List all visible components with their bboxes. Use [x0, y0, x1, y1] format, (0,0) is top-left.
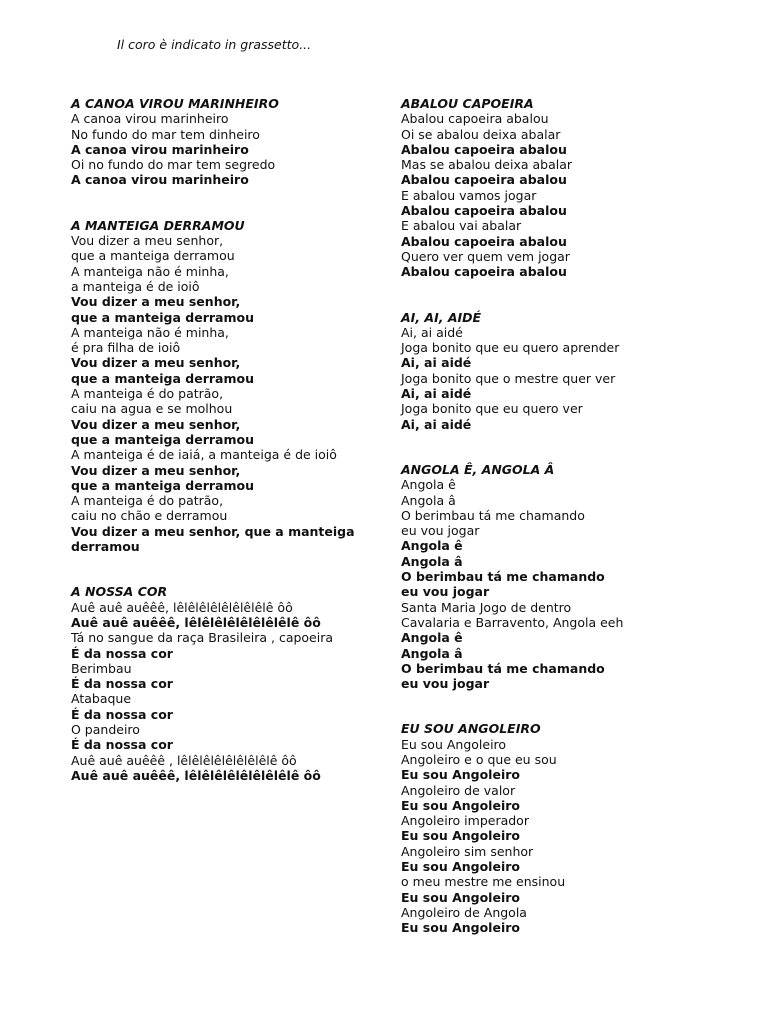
- chorus-line: Eu sou Angoleiro: [401, 920, 520, 936]
- chorus-line: que a manteiga derramou: [71, 309, 254, 325]
- verse-line: caiu no chão e derramou: [71, 508, 228, 524]
- chorus-line: A canoa virou marinheiro: [71, 141, 249, 157]
- chorus-line: Vou dizer a meu senhor, que a manteiga derramou: [71, 523, 355, 555]
- verse-line: Angola â: [401, 492, 456, 508]
- verse-line: E abalou vamos jogar: [401, 187, 537, 203]
- chorus-line: eu vou jogar: [401, 676, 490, 692]
- verse-line: Abalou capoeira abalou: [401, 111, 549, 127]
- chorus-line: Angola â: [401, 553, 463, 569]
- chorus-line: O berimbau tá me chamando: [401, 569, 605, 585]
- verse-line: Joga bonito que o mestre quer ver: [401, 370, 616, 386]
- song-title: A CANOA VIROU MARINHEIRO: [71, 96, 279, 111]
- chorus-line: Ai, ai aidé: [401, 416, 472, 432]
- verse-line: Angoleiro de valor: [401, 782, 516, 798]
- song-title: ABALOU CAPOEIRA: [401, 96, 534, 111]
- chorus-line: que a manteiga derramou: [71, 370, 254, 386]
- chorus-line: Eu sou Angoleiro: [401, 828, 520, 844]
- chorus-line: Abalou capoeira abalou: [401, 141, 567, 157]
- chorus-line: Eu sou Angoleiro: [401, 767, 520, 783]
- chorus-line: Eu sou Angoleiro: [401, 889, 520, 905]
- verse-line: Angola ê: [401, 477, 456, 493]
- verse-line: Angoleiro sim senhor: [401, 843, 534, 859]
- verse-line: Mas se abalou deixa abalar: [401, 157, 573, 173]
- chorus-line: Abalou capoeira abalou: [401, 203, 567, 219]
- verse-line: A manteiga é do patrão,: [71, 493, 224, 509]
- verse-line: Atabaque: [71, 691, 132, 707]
- chorus-line: Abalou capoeira abalou: [401, 233, 567, 249]
- chorus-line: É da nossa cor: [71, 676, 173, 692]
- song-ai-ai-aide: [401, 310, 701, 432]
- chorus-line: Ai, ai aidé: [401, 355, 472, 371]
- verse-line: Angoleiro de Angola: [401, 904, 527, 920]
- verse-line: Cavalaria e Barravento, Angola eeh: [401, 614, 624, 630]
- chorus-line: Vou dizer a meu senhor,: [71, 416, 241, 432]
- verse-line: A manteiga não é minha,: [71, 324, 229, 340]
- chorus-line: Vou dizer a meu senhor,: [71, 294, 241, 310]
- chorus-line: que a manteiga derramou: [71, 477, 254, 493]
- chorus-line: eu vou jogar: [401, 584, 490, 600]
- song-title: ANGOLA Ê, ANGOLA Â: [401, 461, 555, 477]
- chorus-line: Vou dizer a meu senhor,: [71, 355, 241, 371]
- chorus-line: É da nossa cor: [71, 645, 173, 661]
- song-abalou-capoeira: [401, 96, 701, 280]
- verse-line: A canoa virou marinheiro: [71, 111, 229, 127]
- verse-line: A manteiga não é minha,: [71, 263, 229, 279]
- verse-line: Auê auê auêêê , lêlêlêlêlêlêlêlêlê ôô: [71, 752, 297, 768]
- song-a-nossa-cor: [71, 584, 371, 783]
- verse-line: Eu sou Angoleiro: [401, 736, 507, 752]
- chorus-line: Ai, ai aidé: [401, 386, 472, 402]
- song-angola-e-angola-a: [401, 462, 701, 691]
- chorus-line: Auê auê auêêê, lêlêlêlêlêlêlêlêlê ôô: [71, 767, 321, 783]
- chorus-line: Auê auê auêêê, lêlêlêlêlêlêlêlêlê ôô: [71, 614, 321, 630]
- verse-line: E abalou vai abalar: [401, 218, 522, 234]
- chorus-line: que a manteiga derramou: [71, 431, 254, 447]
- verse-line: a manteiga é de ioiô: [71, 278, 200, 294]
- verse-line: O berimbau tá me chamando: [401, 507, 585, 523]
- chorus-line: Vou dizer a meu senhor,: [71, 462, 241, 478]
- song-eu-sou-angoleiro: [401, 721, 701, 935]
- verse-line: A manteiga é do patrão,: [71, 386, 224, 402]
- verse-line: O pandeiro: [71, 721, 140, 737]
- chorus-line: O berimbau tá me chamando: [401, 660, 605, 676]
- song-a-canoa-virou-marinheiro: [71, 96, 371, 188]
- verse-line: Ai, ai aidé: [401, 324, 463, 340]
- verse-line: Oi se abalou deixa abalar: [401, 126, 561, 142]
- song-a-manteiga-derramou: [71, 218, 371, 555]
- chorus-line: Abalou capoeira abalou: [401, 172, 567, 188]
- verse-line: Angoleiro imperador: [401, 813, 529, 829]
- verse-line: Angoleiro e o que eu sou: [401, 751, 557, 767]
- song-title: AI, AI, AIDÉ: [401, 309, 482, 325]
- chorus-line: Eu sou Angoleiro: [401, 859, 520, 875]
- verse-line: Auê auê auêêê, lêlêlêlêlêlêlêlêlê ôô: [71, 599, 293, 615]
- verse-line: eu vou jogar: [401, 523, 480, 539]
- verse-line: Tá no sangue da raça Brasileira , capoeira: [71, 630, 334, 646]
- verse-line: Berimbau: [71, 660, 132, 676]
- song-title: A MANTEIGA DERRAMOU: [71, 217, 245, 233]
- chorus-line: A canoa virou marinheiro: [71, 172, 249, 188]
- verse-line: caiu na agua e se molhou: [71, 401, 233, 417]
- verse-line: A manteiga é de iaiá, a manteiga é de ioiô: [71, 447, 337, 463]
- right-column: [401, 96, 701, 966]
- chorus-line: É da nossa cor: [71, 706, 173, 722]
- song-title: A NOSSA COR: [71, 584, 168, 600]
- chorus-line: É da nossa cor: [71, 737, 173, 753]
- verse-line: é pra filha de ioiô: [71, 340, 181, 356]
- chorus-line: Angola â: [401, 645, 463, 661]
- verse-line: Santa Maria Jogo de dentro: [401, 599, 572, 615]
- verse-line: Vou dizer a meu senhor,: [71, 233, 224, 249]
- chorus-line: Eu sou Angoleiro: [401, 797, 520, 813]
- verse-line: que a manteiga derramou: [71, 248, 235, 264]
- verse-line: o meu mestre me ensinou: [401, 874, 566, 890]
- chorus-line: Angola ê: [401, 630, 463, 646]
- verse-line: Joga bonito que eu quero ver: [401, 401, 583, 417]
- verse-line: Joga bonito que eu quero aprender: [401, 340, 620, 356]
- chorus-line: Abalou capoeira abalou: [401, 264, 567, 280]
- verse-line: Oi no fundo do mar tem segredo: [71, 157, 276, 173]
- song-title: EU SOU ANGOLEIRO: [401, 721, 541, 737]
- verse-line: Quero ver quem vem jogar: [401, 248, 570, 264]
- header-note: Il coro è indicato in grassetto...: [117, 37, 312, 52]
- left-column: [71, 96, 371, 813]
- verse-line: No fundo do mar tem dinheiro: [71, 126, 260, 142]
- chorus-line: Angola ê: [401, 538, 463, 554]
